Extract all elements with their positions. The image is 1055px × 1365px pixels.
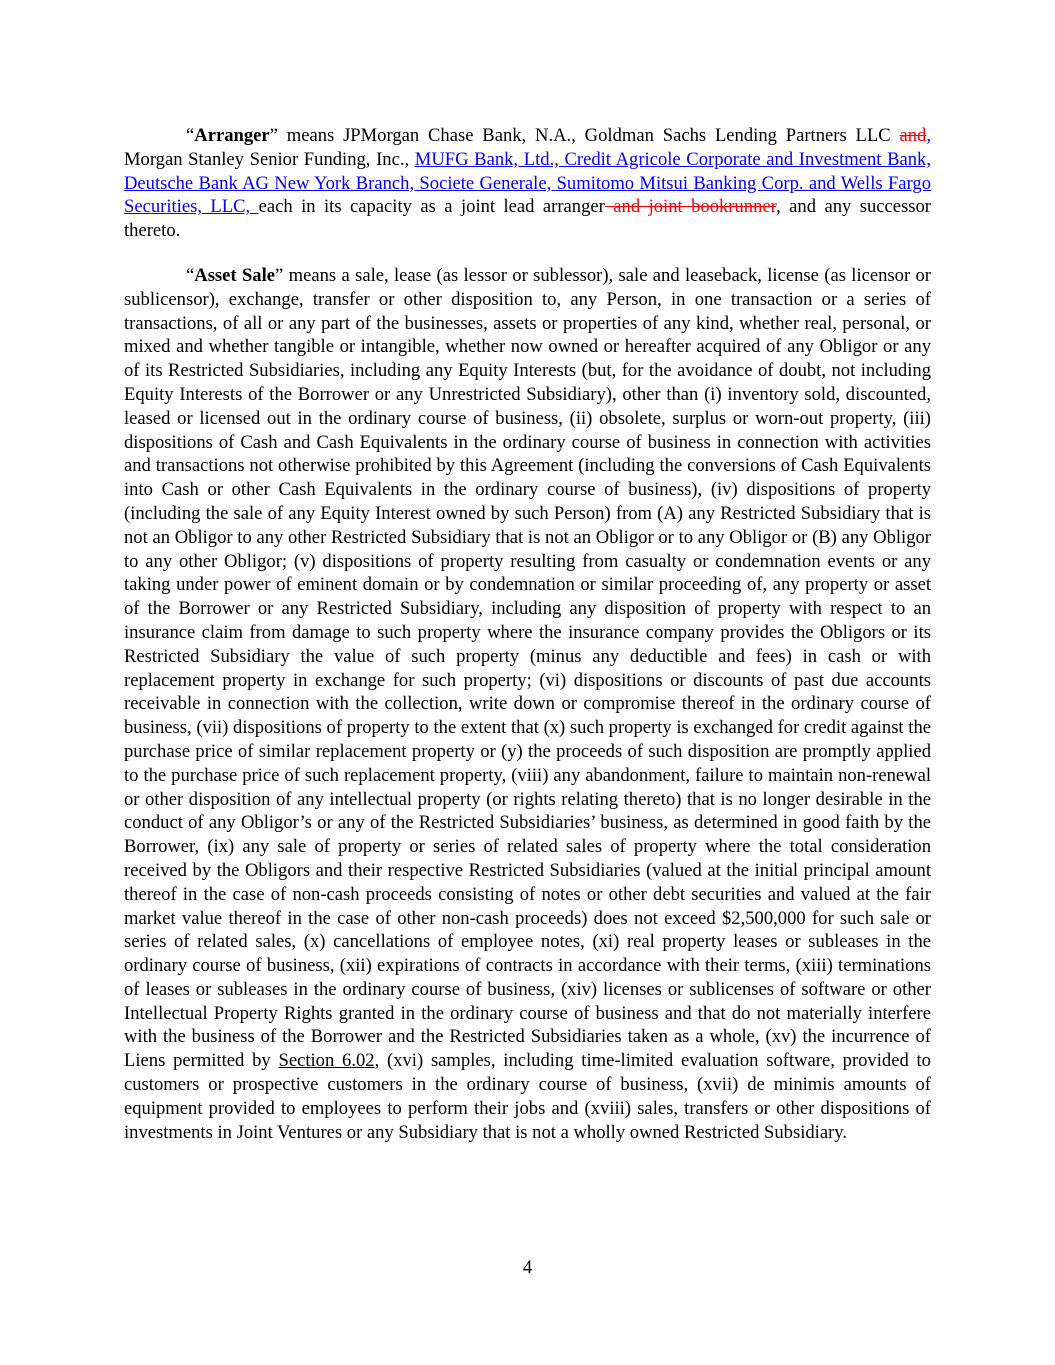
- asset-sale-definition: [124, 264, 931, 1144]
- section-reference: Section 6.02: [278, 1050, 375, 1072]
- arranger-definition: [124, 124, 931, 243]
- deleted-text: and: [899, 125, 927, 146]
- definition-text: ” means JPMorgan Chase Bank, N.A., Goldman Sachs Lending Partners LLC: [269, 125, 900, 146]
- page-number: 4: [522, 1257, 533, 1278]
- document-page: [124, 124, 931, 1144]
- definition-text: each in its capacity as a joint lead arranger: [258, 196, 605, 218]
- definition-text: ” means a sale, lease (as lessor or sublessor), sale and leaseback, license (as licensor or sublicensor), exchange, transfer or other disposition to, any Person, in one transaction or a series of transactions, of all or any part of the businesses, assets or properties of any kind, whether real, personal, or mixed and whether tangible or intangible, whether now owned or hereafter acquired of any Obligor or any of its Restricted Subsidiaries, including any Equity Interests (but, for the avoidance of doubt, not including Equity Interests of the Borrower or any Unrestricted Subsidiary), other than (i) inventory sold, discounted, leased or licensed out in the ordinary course of business, (ii) obsolete, surplus or worn-out property, (iii) dispositions of Cash and Cash Equivalents in the ordinary course of business in connection with activities and transactions not otherwise prohibited by this Agreement (including the conversions of Cash Equivalents into Cash or other Cash Equivalents in the ordinary course of business), (iv) dispositions of property (including the sale of any Equity Interest owned by such Person) from (A) any Restricted Subsidiary that is not an Obligor to any other Restricted Subsidiary that is not an Obligor or to any Obligor or (B) any Obligor to any other Obligor; (v) dispositions of property resulting from casualty or condemnation events or any taking under power of eminent domain or by condemnation or similar proceeding of, any property or asset of the Borrower or any Restricted Subsidiary, including any disposition of property with respect to an insurance claim from damage to such property where the insurance company provides the Obligors or its Restricted Subsidiary the value of such property (minus any deductible and fees) in cash or with replacement property in exchange for such property; (vi) dispositions or discounts of past due accounts receivable in connection with the collection, write down or compromise thereof in the ordinary course of business, (vii) dispositions of property to the extent that (x) such property is exchanged for credit against the purchase price of similar replacement property or (y) the proceeds of such disposition are promptly applied to the purchase price of such replacement property, (viii) any abandonment, failure to maintain non-renewal or other disposition of any intellectual property (or rights relating thereto) that is no longer desirable in the conduct of any Obligor’s or any of the Restricted Subsidiaries’ business, as determined in good faith by the Borrower, (ix) any sale of property or series of related sales of property where the total consideration received by the Obligors and their respective Restricted Subsidiaries (valued at the initial principal amount thereof in the case of non-cash proceeds consisting of notes or other debt securities and valued at the fair market value thereof in the case of other non-cash proceeds) does not exceed $2,500,000 for such sale or series of related sales, (x) cancellations of employee notes, (xi) real property leases or subleases in the ordinary course of business, (xii) expirations of contracts in accordance with their terms, (xiii) terminations of leases or subleases in the ordinary course of business, (xiv) licenses or sublicenses of software or other Intellectual Property Rights granted in the ordinary course of business and that do not materially interfere with the business of the Borrower and the Restricted Subsidiaries taken as a whole, (xv) the incurrence of Liens permitted by: [124, 264, 931, 1072]
- definition-text: Morgan Stanley Senior Funding, Inc.,: [124, 148, 415, 170]
- defined-term-arranger: Arranger: [194, 125, 270, 146]
- inserted-text: ,: [926, 125, 931, 146]
- definition-text: , and any successor thereto.: [124, 196, 931, 242]
- defined-term-asset-sale: Asset Sale: [194, 264, 276, 286]
- definition-text: , (xvi) samples, including time-limited evaluation software, provided to customers or prospective customers in the ordinary course of business, (xvii) de minimis amounts of equipment provided to employees to perform their jobs and (xviii) sales, transfers or other dispositions of investments in Joint Ventures or any Subsidiary that is not a wholly owned Restricted Subsidiary.: [124, 1050, 931, 1143]
- deleted-text: and joint bookrunner: [604, 196, 777, 218]
- inserted-text: MUFG Bank, Ltd., Credit Agricole Corporate and Investment Bank, Deutsche Bank AG New York Branch, Societe Generale, Sumitomo Mitsui Banking Corp. and Wells Fargo Securities, LLC,: [124, 148, 931, 218]
- open-quote: “: [186, 264, 195, 286]
- open-quote: “: [186, 125, 195, 146]
